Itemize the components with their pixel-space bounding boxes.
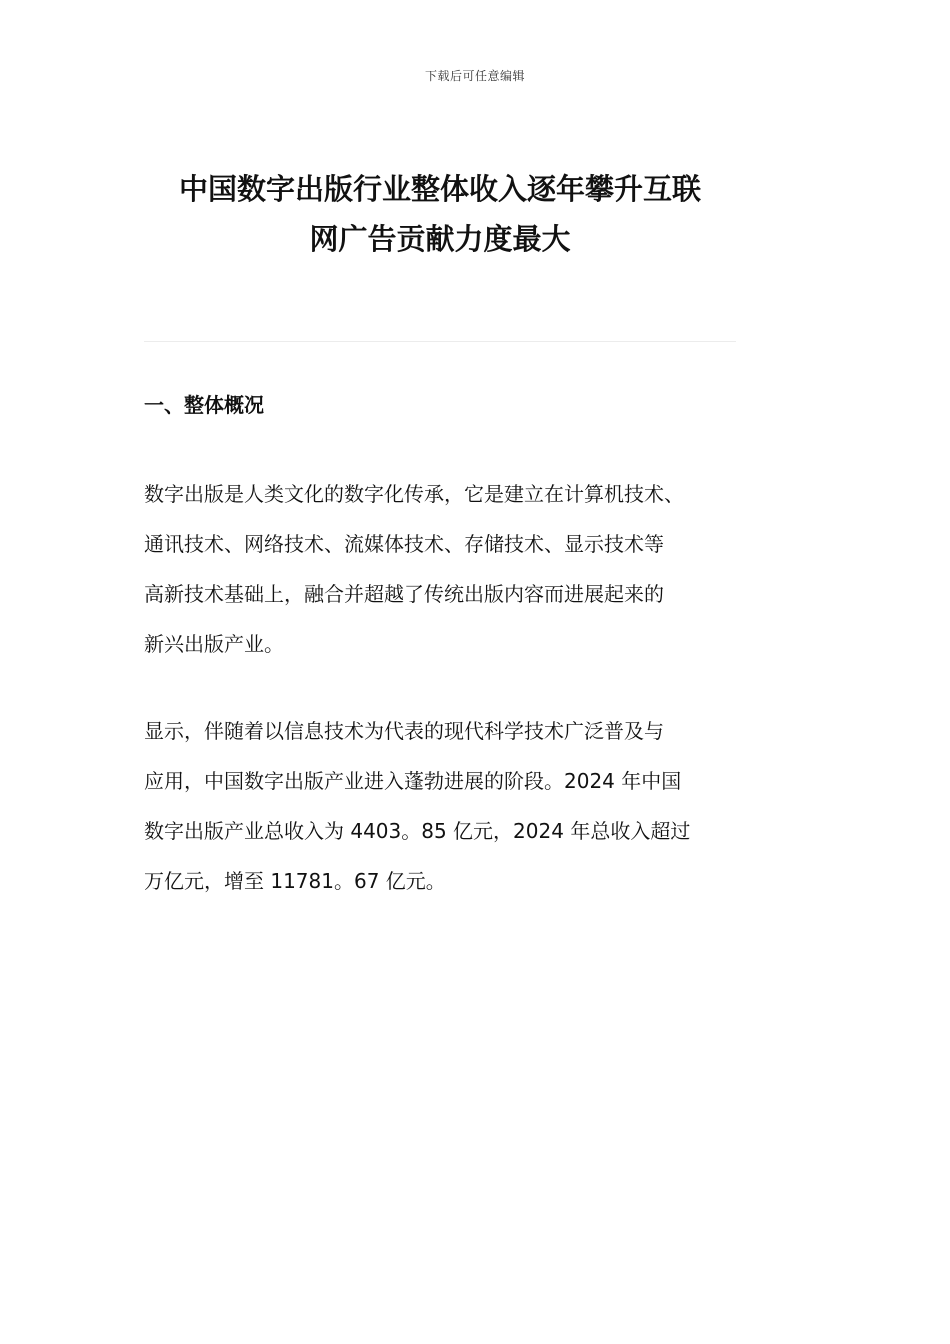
- paragraph-line: 数字出版是人类文化的数字化传承，它是建立在计算机技术、: [144, 482, 684, 506]
- paragraph-line: 通讯技术、网络技术、流媒体技术、存储技术、显示技术等: [144, 532, 664, 556]
- title-divider: [144, 341, 736, 342]
- paragraph-line: 高新技术基础上，融合并超越了传统出版内容而进展起来的: [144, 582, 664, 606]
- paragraph-line: 新兴出版产业。: [144, 632, 284, 656]
- document-title: [140, 164, 740, 264]
- paragraph-line: 万亿元，增至 11781。67 亿元。: [144, 869, 446, 893]
- header-note: 下载后可任意编辑: [424, 69, 525, 83]
- title-line: 网广告贡献力度最大: [309, 222, 571, 256]
- paragraph-revenue: [144, 706, 744, 906]
- section-heading: 一、整体概况: [144, 393, 264, 417]
- paragraph-intro: [144, 469, 744, 669]
- title-line: 中国数字出版行业整体收入逐年攀升互联: [178, 172, 701, 206]
- paragraph-line: 数字出版产业总收入为 4403。85 亿元，2024 年总收入超过: [144, 819, 691, 843]
- paragraph-line: 显示，伴随着以信息技术为代表的现代科学技术广泛普及与: [144, 719, 664, 743]
- paragraph-line: 应用，中国数字出版产业进入蓬勃进展的阶段。2024 年中国: [144, 769, 682, 793]
